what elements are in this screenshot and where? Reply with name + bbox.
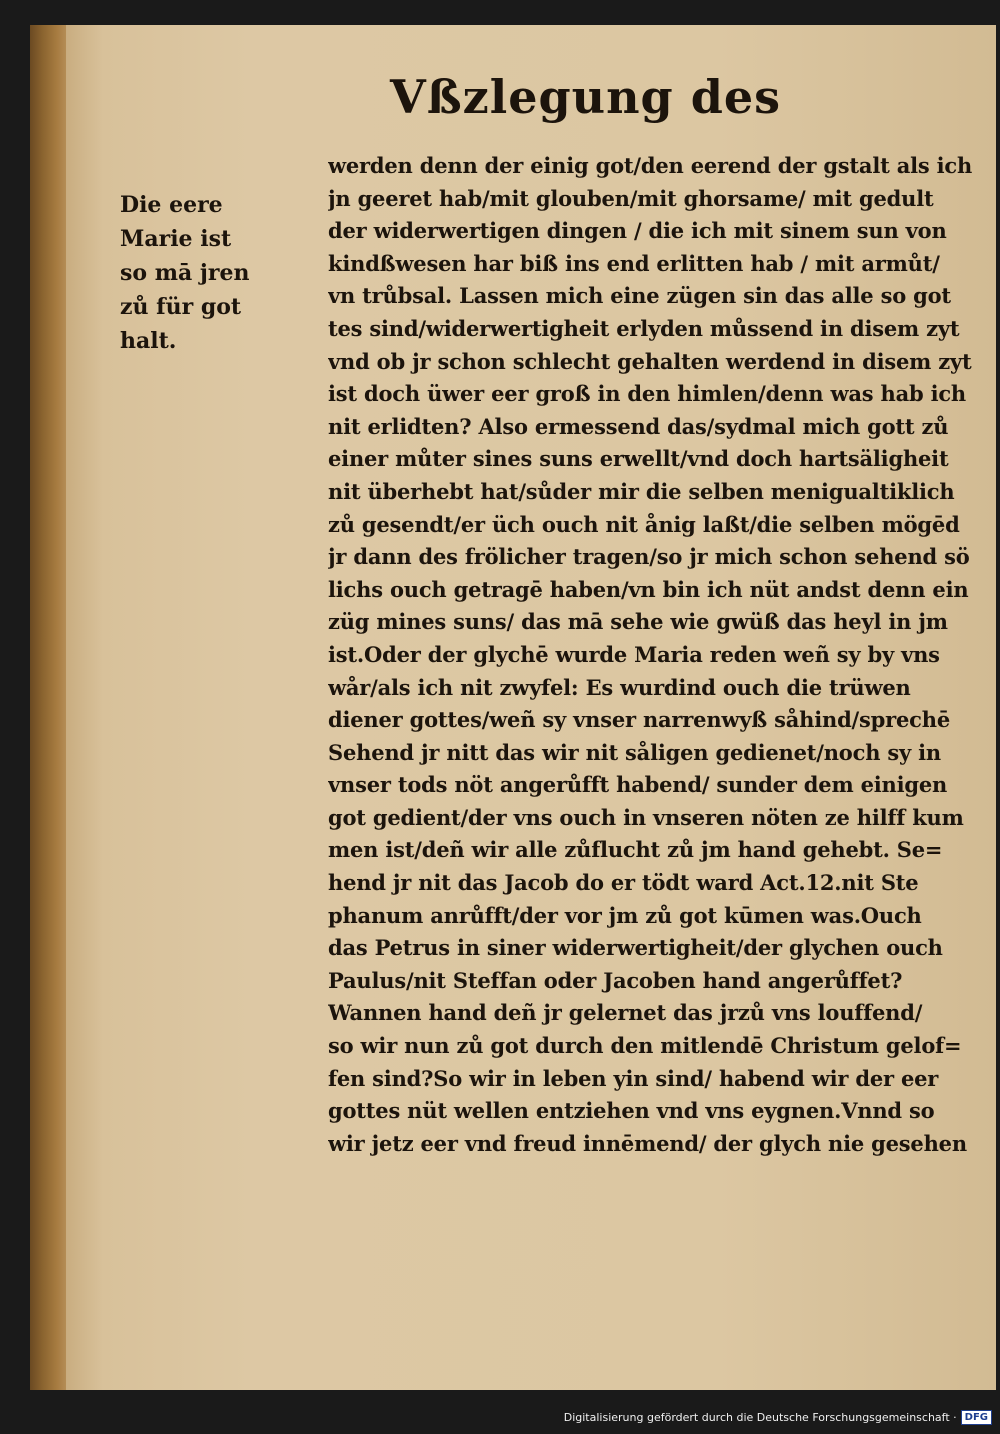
text-line: werden denn der einig got/den eerend der gstalt als ich [328, 153, 973, 178]
marginal-note-line: zů für got [120, 294, 242, 320]
text-line: jn geeret hab/mit glouben/mit ghorsame/ mit gedult [328, 185, 934, 211]
text-line: ist doch üwer eer groß in den himlen/denn was hab ich [328, 381, 967, 407]
text-line: so wir nun zů got durch den mitlendē Christum gelof= [328, 1033, 962, 1059]
text-line: gottes nüt wellen entziehen vnd vns eygnen.Vnnd so [328, 1098, 935, 1124]
marginal-note-line: so mā jren [120, 260, 250, 286]
text-line: Paulus/nit Steffan oder Jacoben hand angerůffet? [328, 967, 903, 993]
text-line: hend jr nit das Jacob do er tödt ward Act.12.nit Ste [328, 870, 919, 896]
text-line: vnd ob jr schon schlecht gehalten werdend in disem zyt [328, 348, 972, 374]
marginal-note [120, 188, 310, 358]
text-line: zů gesendt/er üch ouch nit ånig laßt/die selben mögēd [328, 511, 960, 537]
text-line: diener gottes/weñ sy vnser narrenwyß såhind/sprechē [328, 707, 950, 733]
body-text [328, 150, 978, 1160]
marginal-note-line: Die eere [120, 192, 223, 218]
text-line: vnser tods nöt angerůfft habend/ sunder dem einigen [328, 772, 948, 798]
marginal-note-line: halt. [120, 328, 177, 354]
text-line: nit erlidten? Also ermessend das/sydmal mich gott zů [328, 413, 949, 439]
marginal-note-line: Marie ist [120, 226, 232, 252]
text-line: tes sind/widerwertigheit erlyden můssend in disem zyt [328, 315, 960, 341]
text-line: vn trůbsal. Lassen mich eine zügen sin das alle so got [328, 283, 951, 309]
text-line: kindßwesen har biß ins end erlitten hab / mit armůt/ [328, 250, 940, 276]
running-head: Vßzlegung des [390, 70, 782, 124]
text-line: der widerwertigen dingen / die ich mit sinem sun von [328, 218, 947, 244]
text-line: men ist/deñ wir alle zůflucht zů jm hand gehebt. Se= [328, 837, 943, 863]
text-line: nit überhebt hat/sůder mir die selben menigualtiklich [328, 478, 955, 504]
text-line: jr dann des frölicher tragen/so jr mich schon sehend sö [328, 544, 970, 570]
text-line: wår/als ich nit zwyfel: Es wurdind ouch die trüwen [328, 674, 911, 700]
text-line: züg mines suns/ das mā sehe wie gwüß das heyl in jm [328, 609, 948, 635]
text-line: phanum anrůfft/der vor jm zů got kūmen was.Ouch [328, 902, 922, 928]
text-line: lichs ouch getragē haben/vn bin ich nüt andst denn ein [328, 576, 969, 602]
dfg-logo-icon: DFG [961, 1410, 992, 1425]
text-line: Wannen hand deñ jr gelernet das jrzů vns louffend/ [328, 1000, 923, 1026]
text-line: das Petrus in siner widerwertigheit/der glychen ouch [328, 935, 943, 961]
book-edge [30, 25, 68, 1390]
text-line: got gedient/der vns ouch in vnseren nöten ze hilff kum [328, 804, 964, 830]
credit-text: Digitalisierung gefördert durch die Deutsche Forschungsgemeinschaft · [563, 1410, 957, 1424]
digitization-credit [564, 1404, 992, 1430]
text-line: wir jetz eer vnd freud innēmend/ der glych nie gesehen [328, 1130, 967, 1156]
text-line: Sehend jr nitt das wir nit såligen gedienet/noch sy in [328, 739, 941, 765]
text-line: fen sind?So wir in leben yin sind/ habend wir der eer [328, 1065, 939, 1091]
text-line: ist.Oder der glychē wurde Maria reden weñ sy by vns [328, 641, 940, 667]
text-line: einer můter sines suns erwellt/vnd doch hartsäligheit [328, 446, 949, 472]
